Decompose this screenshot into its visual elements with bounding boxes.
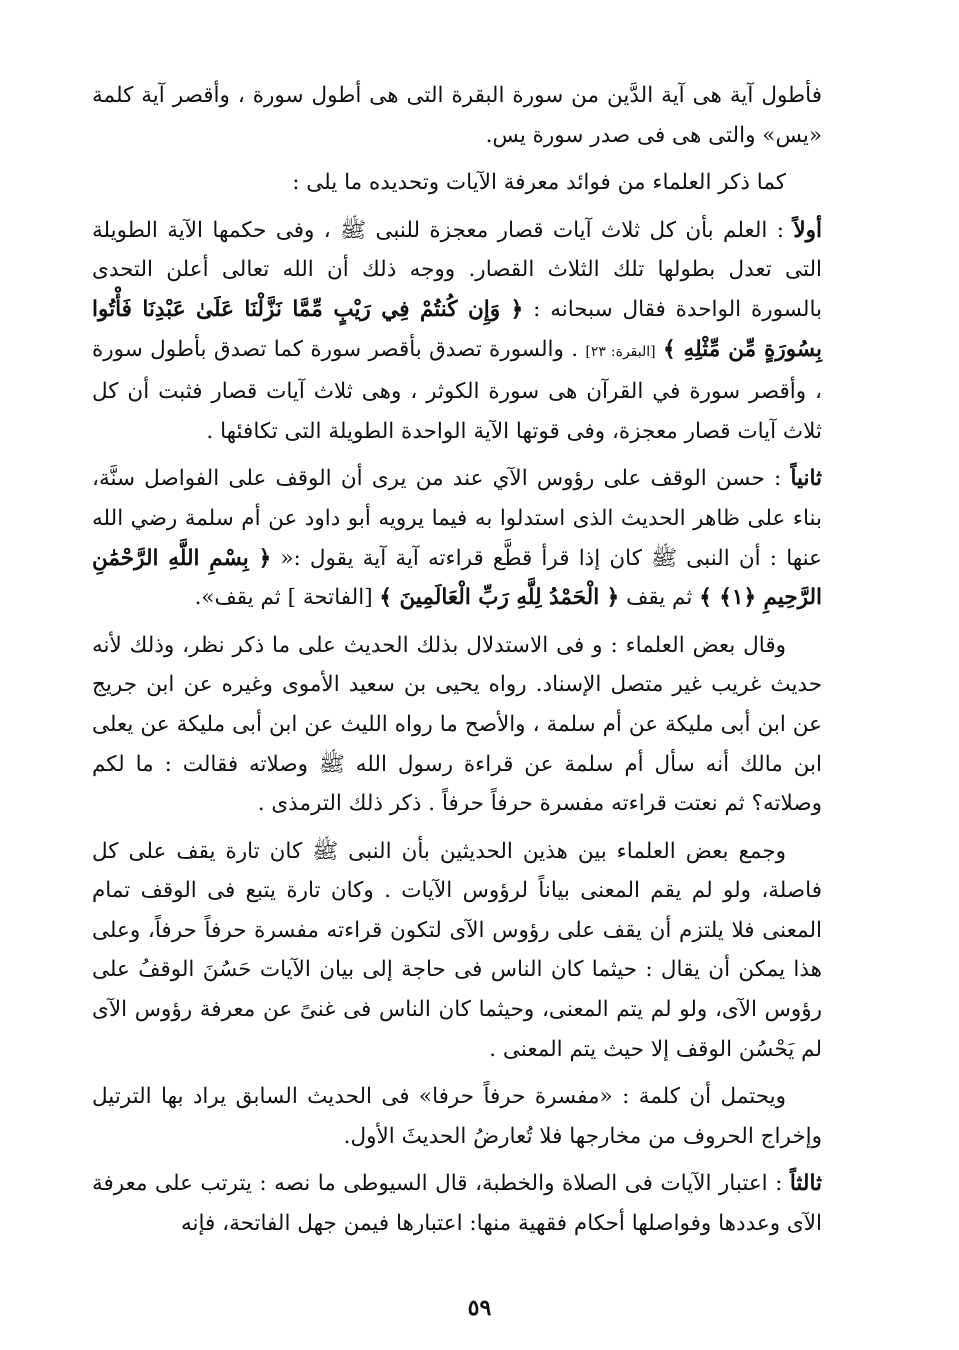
paragraph-text: . والسورة تصدق بأقصر سورة كما تصدق بأطول سورة ، وأقصر سورة في القرآن هى سورة الكوثر ، وهى ثلاث آيات قصار فثبت أن كل ثلاث آيات قصار معجزة، وفى قوتها الآية الواحدة الطويلة التى تكافئها . — [92, 336, 822, 444]
emphasized-text: ثانياً — [790, 466, 822, 492]
emphasized-text: ﴿ بِسْمِ اللَّهِ الرَّحْمَٰنِ الرَّحِيمِ ﴿١﴾ ﴾ — [92, 545, 822, 611]
paragraph-text: وجمع بعض العلماء بين هذين الحديثين بأن النبى ﷺ كان تارة يقف على كل فاصلة، ولو لم يقم المعنى بياناً لرؤوس الآيات . وكان تارة يتبع فى الوقف تمام المعنى فلا يلتزم أن يقف على رؤوس الآى لتكون قراءته مفسرة حرفاً حرفاً، وعلى هذا يمكن أن يقال : حيثما كان الناس فى حاجة إلى بيان الآيات حَسُنَ الوقفُ على رؤوس الآى، ولو لم يتم المعنى، وحيثما كان الناس فى غنىً عن معرفة رؤوس الآى لم يَحْسُن الوقف إلا حيث يتم المعنى . — [92, 838, 822, 1062]
paragraph-text: فأطول آية هى آية الدَّين من سورة البقرة التى هى أطول سورة ، وأقصر آية كلمة «يس» والتى هى فى صدر سورة يس. — [92, 83, 822, 148]
page-body-text — [92, 76, 822, 1252]
emphasized-text: أولاً — [793, 217, 822, 243]
paragraph — [92, 163, 822, 203]
emphasized-text: ﴿ وَإِن كُنتُمْ فِي رَيْبٍ مِّمَّا نَزَّلْنَا عَلَىٰ عَبْدِنَا فَأْتُوا بِسُورَةٍ مِّن مِّثْلِهِ ﴾ — [92, 296, 823, 362]
paragraph-text: كما ذكر العلماء من فوائد معرفة الآيات وتحديده ما يلى : — [292, 170, 786, 196]
paragraph-text: : اعتبار الآيات فى الصلاة والخطبة، قال السيوطى ما نصه : يترتب على معرفة الآى وعددها وفواصلها أحكام فقهية منها: اعتبارها فيمن جهل الفاتحة، فإنه — [92, 1171, 822, 1237]
paragraph-text: : حسن الوقف على رؤوس الآي عند من يرى أن الوقف على الفواصل سنَّة، بناء على ظاهر الحديث الذى استدلوا به فيما يرويه أبو داود عن أم سلمة رضي الله عنها : أن النبى ﷺ كان إذا قرأ قطَّع قراءته آية آية يقول :« — [92, 466, 822, 571]
paragraph-text: : العلم بأن كل ثلاث آيات قصار معجزة للنبى ﷺ ، وفى حكمها الآية الطويلة التى تعدل بطولها تلك الثلاث القصار. ووجه ذلك أن الله تعالى أعلن التحدى بالسورة الواحدة فقال سبحانه : — [92, 217, 822, 322]
paragraph — [92, 832, 822, 1070]
verse-reference: [البقرة: ٢٣] — [585, 343, 656, 360]
paragraph — [92, 211, 822, 452]
paragraph — [92, 76, 822, 155]
paragraph-text: وقال بعض العلماء : و فى الاستدلال بذلك الحديث على ما ذكر نظر، وذلك لأنه حديث غريب غير متصل الإسناد. رواه يحيى بن سعيد الأموى وغيره عن ابن جريج عن ابن أبى مليكة عن أم سلمة ، والأصح ما رواه الليث عن ابن أبى مليكة عن يعلى ابن مالك أنه سأل أم سلمة عن قراءة رسول الله ﷺ وصلاته فقالت : ما لكم وصلاته؟ ثم نعتت قراءته مفسرة حرفاً حرفاً . ذكر ذلك الترمذى . — [92, 632, 822, 817]
paragraph-text: ويحتمل أن كلمة : «مفسرة حرفاً حرفا» فى الحديث السابق يراد بها الترتيل وإخراج الحروف من مخارجها فلا تُعارضُ الحديثَ الأول. — [92, 1084, 822, 1149]
paragraph-text: [الفاتحة ] ثم يقف». — [194, 585, 380, 611]
paragraph — [92, 1077, 822, 1156]
page-number: ٥٩ — [467, 1295, 492, 1321]
paragraph-text — [656, 337, 663, 362]
emphasized-text: ﴿ الْحَمْدُ لِلَّهِ رَبِّ الْعَالَمِينَ ﴾ — [379, 585, 620, 611]
paragraph — [92, 459, 822, 617]
emphasized-text: ثالثاً — [789, 1171, 822, 1197]
paragraph — [92, 626, 822, 824]
paragraph-text: ثم يقف — [619, 585, 700, 611]
paragraph — [92, 1164, 822, 1243]
